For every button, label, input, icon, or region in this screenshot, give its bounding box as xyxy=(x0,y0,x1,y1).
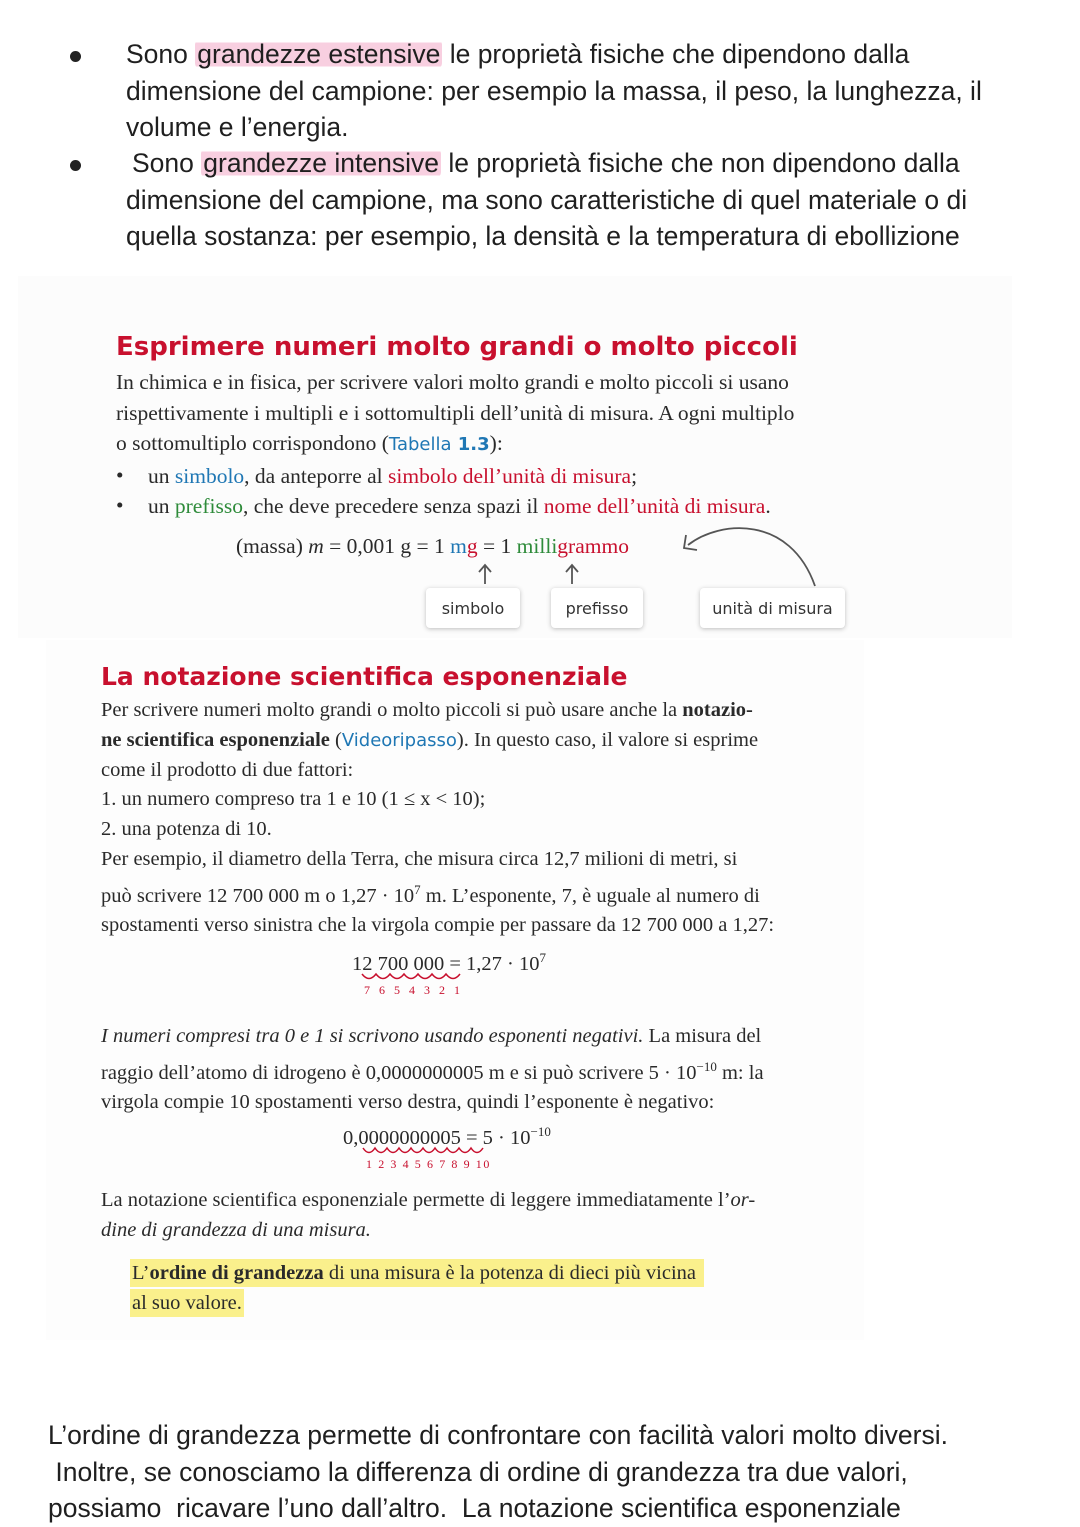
section-body: In chimica e in fisica, per scrivere valori molto grandi e molto piccoli si usano rispettivamente i multipli e i sottomultipli dell’unità di misura. A ogni multiplo o sottomultiplo corrispondono (Tabella 1.3): • un simbolo, da anteporre al simbolo dell’unità di misura; • un prefisso, che deve precedere senza spazi il nome dell’unità di misura. xyxy=(116,367,896,522)
bullet-dot: • xyxy=(116,493,124,517)
highlight-term: grandezze intensive xyxy=(203,148,439,178)
section-body: Per scrivere numeri molto grandi o molto piccoli si può usare anche la notazio- ne scientifica esponenziale (Videoripasso). In questo caso, il valore si esprime come il prodotto di due fattori: 1. un numero compreso tra 1 e 10 (1 ≤ x < 10); 2. una potenza di 10. Per esempio, il diametro della Terra, che misura circa 12,7 milioni di metri, si può scrivere 12 700 000 m o $1,27 \cdot 10^7$ m. L’esponente, 7, è uguale al numero di spostamenti verso sinistra che la virgola compie per passare da 12 700 000 a 1,27: xyxy=(101,696,861,941)
note-line: volume e l’energia. xyxy=(126,112,349,142)
note-line: Sono grandezze estensive le proprietà fisiche che dipendono dalla xyxy=(126,39,910,69)
footer-notes: L’ordine di grandezza permette di confrontare con facilità valori molto diversi. Inoltre, se conosciamo la differenza di ordine di grandezza tra due valori, possiamo ricavare l’uno dall’altro. La notazione scientifica esponenziale xyxy=(48,1420,948,1523)
annotation-arrows xyxy=(0,0,1080,700)
list-item: 2. una potenza di 10. xyxy=(101,818,272,841)
table-reference-link[interactable]: Tabella xyxy=(388,434,452,455)
section-body: La notazione scientifica esponenziale permette di leggere immediatamente l’or- dine di grandezza di una misura. xyxy=(101,1189,756,1241)
list-item: • un prefisso, che deve precedere senza spazi il nome dell’unità di misura. xyxy=(116,491,896,522)
note-line: Sono grandezze intensive le proprietà fisiche che non dipendono dalla xyxy=(132,148,960,178)
videoripasso-link[interactable]: Videoripasso xyxy=(341,729,457,751)
label-prefix: prefisso xyxy=(551,588,643,628)
prefix-example-formula: (massa) m = 0,001 g = 1 mg = 1 milligrammo xyxy=(236,534,629,558)
curved-arrow-icon xyxy=(688,528,815,586)
label-symbol: simbolo xyxy=(426,588,520,628)
highlight-term: grandezze estensive xyxy=(197,39,441,69)
section-title: La notazione scientifica esponenziale xyxy=(101,662,628,691)
section-body: I numeri compresi tra 0 e 1 si scrivono usando esponenti negativi. La misura del raggio dell’atomo di idrogeno è 0,0000000005 m e si può scrivere $5 \cdot 10^{-10}$ m: la virgola compie 10 spostamenti verso destra, quindi l’esponente è negativo: xyxy=(101,1025,764,1114)
list-item: 1. un numero compreso tra 1 e 10 (1 ≤ x < 10); xyxy=(101,788,486,811)
shift-arcs-icon xyxy=(361,1144,491,1158)
note-line: dimensione del campione, ma sono caratteristiche di quel materiale o di xyxy=(126,184,968,215)
shift-arcs-icon xyxy=(360,970,470,984)
label-unit: unità di misura xyxy=(700,588,845,628)
shift-count-digits: 1 2 3 4 5 6 7 8 9 10 xyxy=(366,1157,491,1171)
equation-hydrogen-radius: $0,0000000005 = 5 \cdot 10^{-10}$ xyxy=(343,1124,551,1149)
equation-earth-diameter: 12 700 $000 = 1,27 \cdot 10^7$ xyxy=(352,950,547,975)
note-line: quella sostanza: per esempio, la densità e la temperatura di ebollizione xyxy=(126,221,960,251)
bullet-dot: • xyxy=(116,462,124,487)
section-title: Esprimere numeri molto grandi o molto piccoli xyxy=(116,332,798,362)
shift-count-digits: 7 6 5 4 3 2 1 xyxy=(364,983,463,997)
list-item: • un simbolo, da anteporre al simbolo dell’unità di misura; xyxy=(116,461,896,492)
definition-box: L’ordine di grandezza di una misura è la potenza di dieci più vicina al suo valore. xyxy=(130,1259,704,1318)
note-line: dimensione del campione: per esempio la massa, il peso, la lunghezza, il xyxy=(126,75,982,106)
